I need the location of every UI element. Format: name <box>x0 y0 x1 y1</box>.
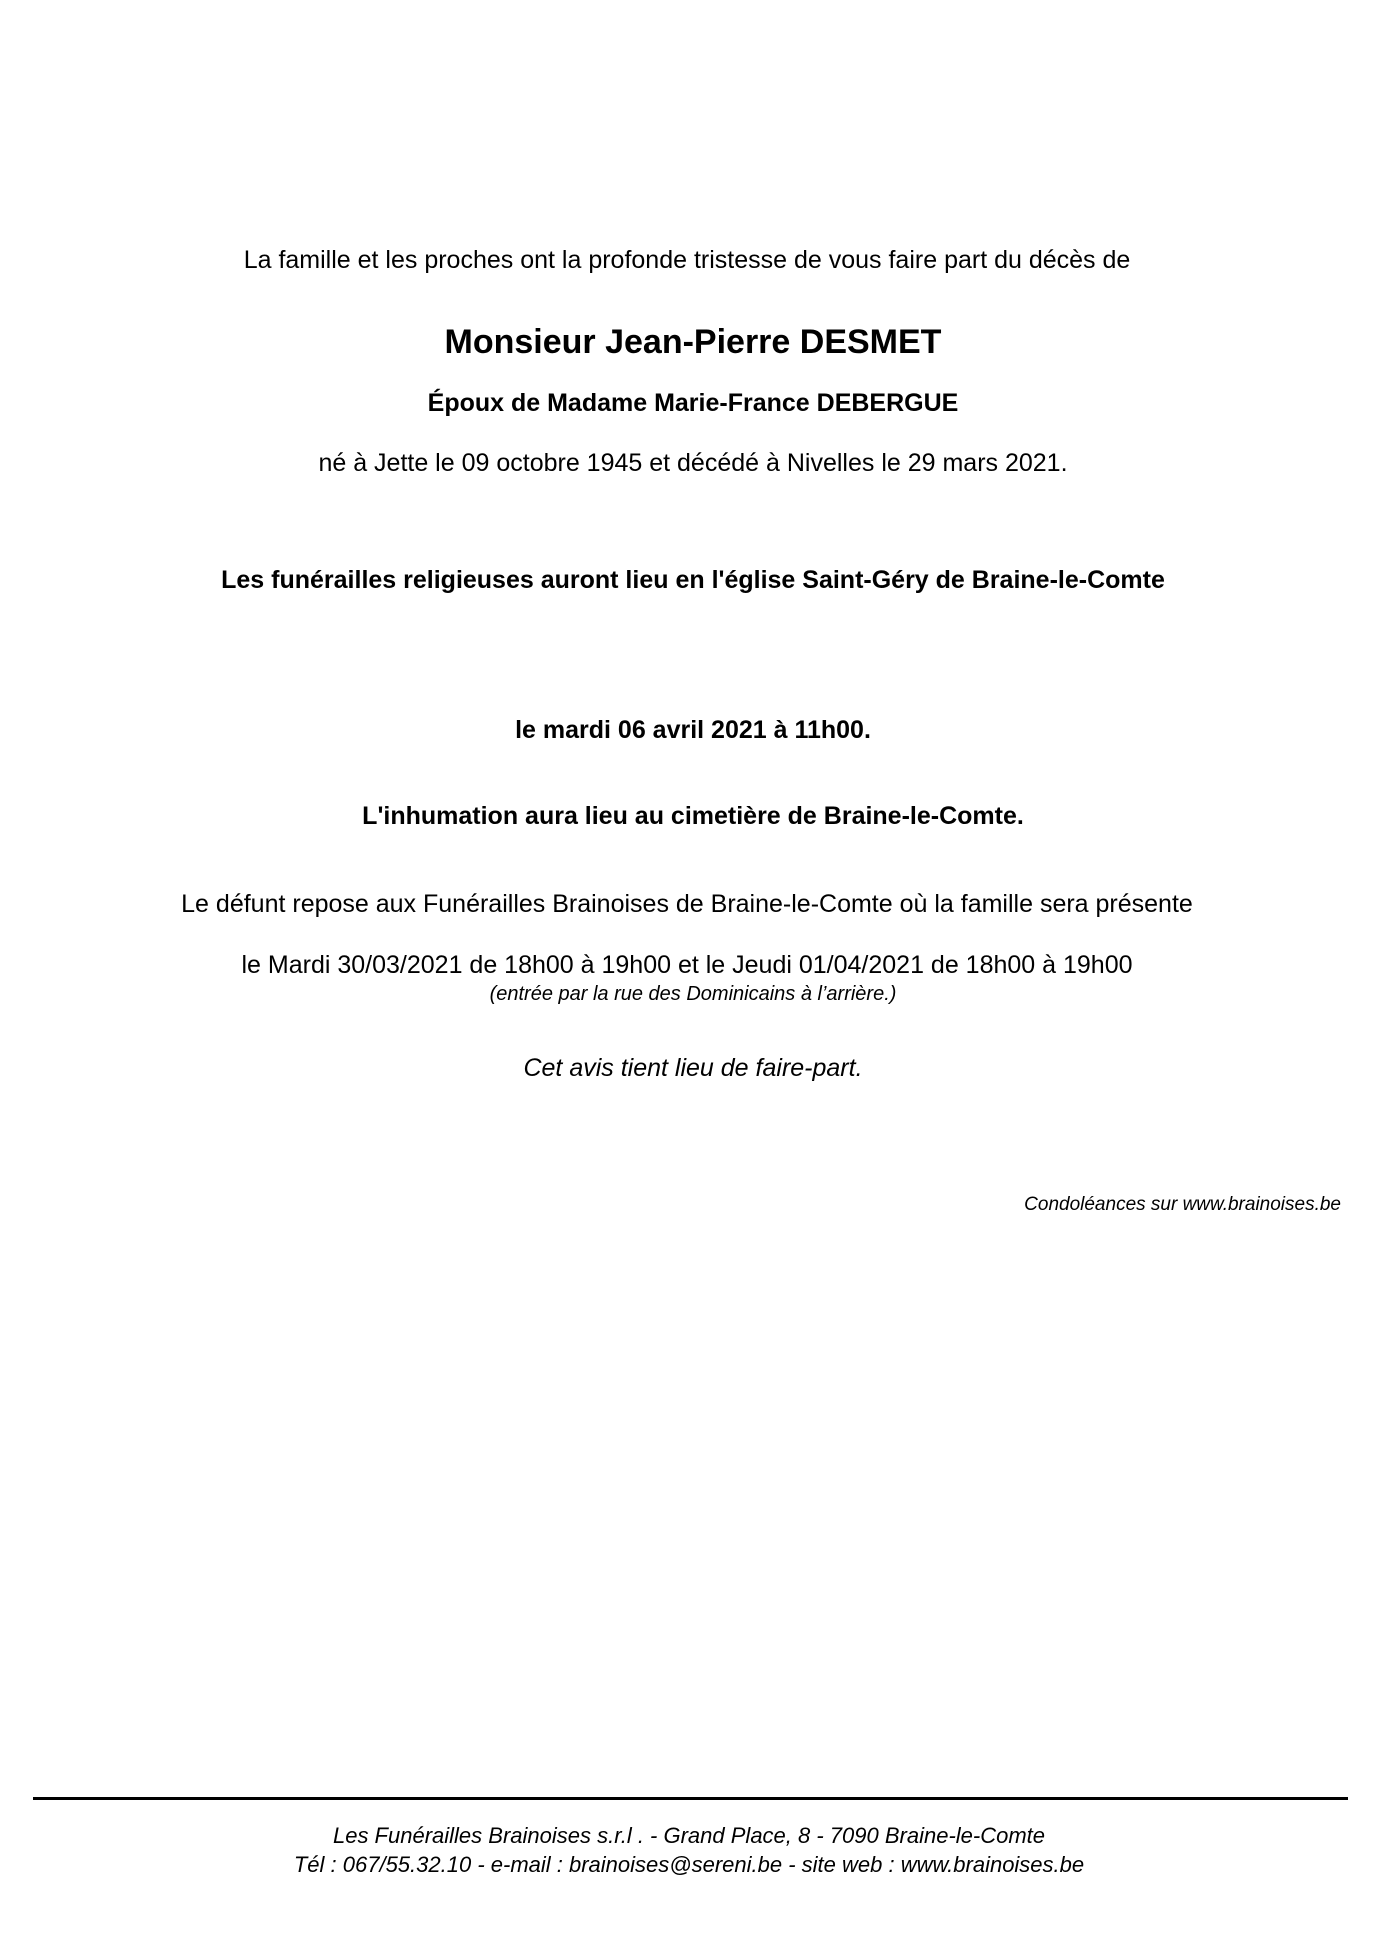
burial-location: L'inhumation aura lieu au cimetière de Braine-le-Comte. <box>362 802 1024 830</box>
spouse-line: Époux de Madame Marie-France DEBERGUE <box>427 389 959 417</box>
footer-divider <box>33 1797 1348 1800</box>
notice-text: Cet avis tient lieu de faire-part. <box>523 1054 863 1082</box>
footer-address: Les Funérailles Brainoises s.r.l . - Grand Place, 8 - 7090 Braine-le-Comte <box>332 1823 1046 1848</box>
visiting-hours: le Mardi 30/03/2021 de 18h00 à 19h00 et le Jeudi 01/04/2021 de 18h00 à 19h00 <box>241 951 1133 979</box>
entrance-note: (entrée par la rue des Dominicains à l’arrière.) <box>489 983 897 1005</box>
condolences-link[interactable]: Condoléances sur www.brainoises.be <box>1024 1194 1341 1215</box>
footer-contact: Tél : 067/55.32.10 - e-mail : brainoises@sereni.be - site web : www.brainoises.be <box>293 1852 1085 1877</box>
funeral-location: Les funérailles religieuses auront lieu en l'église Saint-Géry de Braine-le-Comte <box>221 566 1165 594</box>
repose-text: Le défunt repose aux Funérailles Brainoises de Braine-le-Comte où la famille sera présente <box>181 890 1193 918</box>
birth-death-dates: né à Jette le 09 octobre 1945 et décédé à Nivelles le 29 mars 2021. <box>318 449 1068 477</box>
deceased-name: Monsieur Jean-Pierre DESMET <box>444 323 942 361</box>
ceremony-date: le mardi 06 avril 2021 à 11h00. <box>515 716 871 744</box>
intro-text: La famille et les proches ont la profonde tristesse de vous faire part du décès de <box>243 246 1131 274</box>
